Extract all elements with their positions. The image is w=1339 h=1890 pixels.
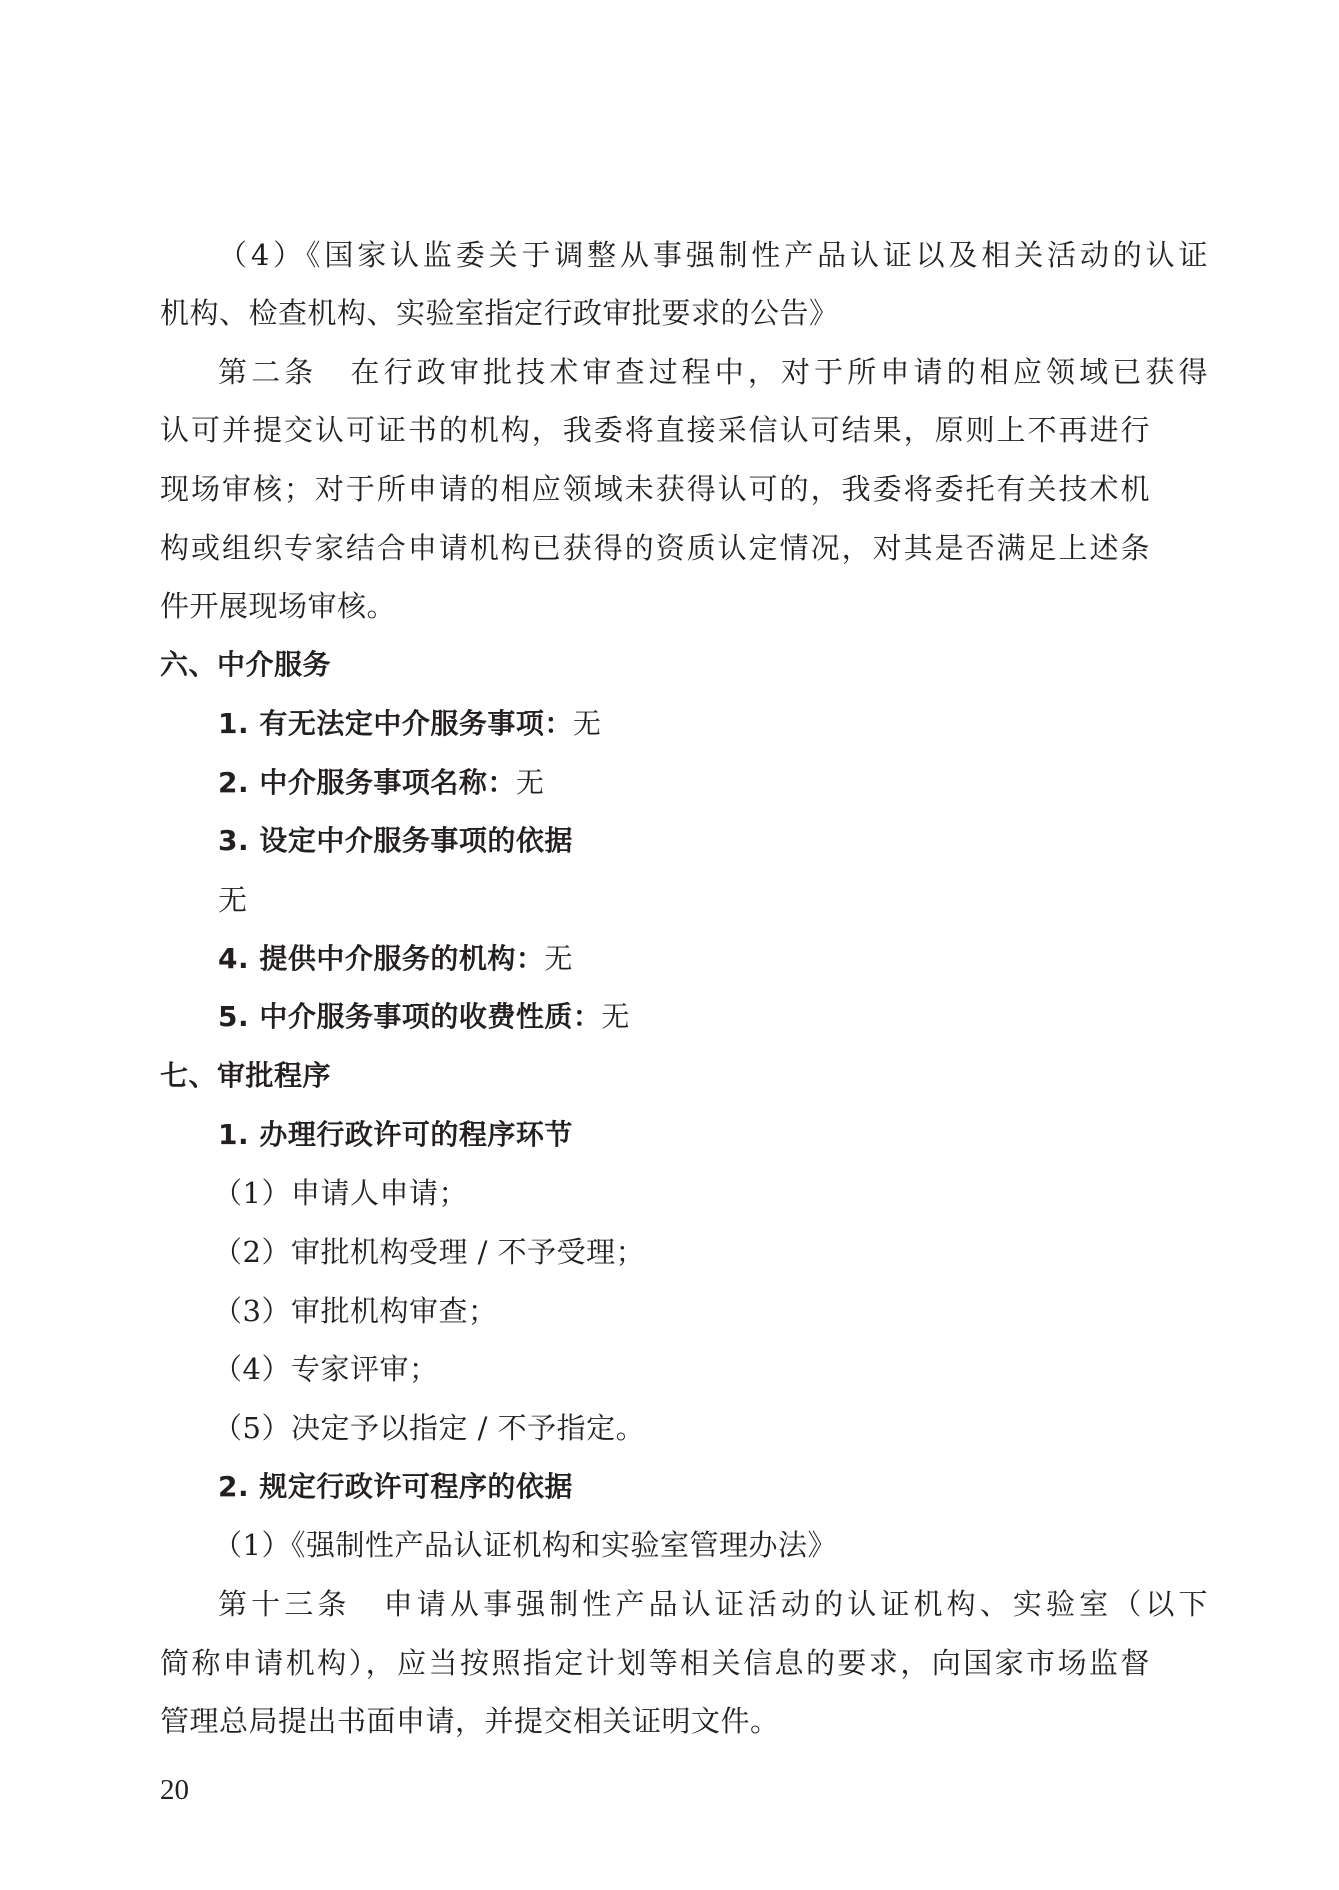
intermediary-item-4-label: 4. 提供中介服务的机构：: [218, 942, 545, 975]
intermediary-item-1-label: 1. 有无法定中介服务事项：: [218, 707, 573, 740]
article-2-line-1: 第二条 在行政审批技术审查过程中，对于所申请的相应领域已获得: [218, 355, 1208, 389]
intermediary-item-3: [218, 821, 1208, 861]
section-6-heading: 六、中介服务: [160, 648, 332, 681]
intermediary-item-4: [218, 939, 1208, 979]
procedure-basis-1-title: （1）《强制性产品认证机构和实验室管理办法》: [213, 1528, 837, 1562]
article-2-line-4: 构或组织专家结合申请机构已获得的资质认定情况，对其是否满足上述条: [160, 531, 1150, 565]
article-2-line-3: 现场审核；对于所申请的相应领域未获得认可的，我委将委托有关技术机: [160, 472, 1150, 506]
reference-4-line-2: 机构、检查机构、实验室指定行政审批要求的公告》: [160, 296, 839, 330]
intermediary-item-2-value: 无: [515, 766, 545, 799]
procedure-step-3: （3）审批机构审查；: [213, 1294, 498, 1328]
page-number: 20: [160, 1774, 189, 1806]
intermediary-item-5-value: 无: [601, 1000, 630, 1033]
section-7-heading: 七、审批程序: [160, 1059, 332, 1092]
intermediary-item-1: [218, 704, 1208, 744]
procedure-steps-heading: 1. 办理行政许可的程序环节: [218, 1118, 573, 1151]
article-13-line-1: 第十三条 申请从事强制性产品认证活动的认证机构、实验室（以下: [218, 1587, 1208, 1621]
procedure-basis-heading: 2. 规定行政许可程序的依据: [218, 1470, 573, 1503]
intermediary-item-5-label: 5. 中介服务事项的收费性质：: [218, 1000, 602, 1033]
intermediary-item-5: [218, 997, 1208, 1037]
intermediary-item-1-value: 无: [572, 707, 602, 740]
intermediary-item-3-answer-value: 无: [218, 883, 248, 917]
intermediary-item-3-answer: [218, 880, 1208, 920]
intermediary-item-3-label: 3. 设定中介服务事项的依据: [218, 824, 573, 857]
procedure-step-5: （5）决定予以指定 / 不予指定。: [213, 1411, 646, 1445]
article-13-line-2: 简称申请机构），应当按照指定计划等相关信息的要求，向国家市场监督: [160, 1646, 1150, 1680]
article-13-line-3: 管理总局提出书面申请，并提交相关证明文件。: [160, 1704, 780, 1738]
article-2-line-5: 件开展现场审核。: [160, 589, 397, 623]
procedure-step-2: （2）审批机构受理 / 不予受理；: [213, 1235, 646, 1269]
procedure-step-1: （1）申请人申请；: [213, 1176, 468, 1210]
article-2-line-2: 认可并提交认可证书的机构，我委将直接采信认可结果，原则上不再进行: [160, 413, 1150, 447]
intermediary-item-2-label: 2. 中介服务事项名称：: [218, 766, 516, 799]
intermediary-item-2: [218, 763, 1208, 803]
intermediary-item-4-value: 无: [544, 942, 573, 975]
procedure-step-4: （4）专家评审；: [213, 1352, 439, 1386]
reference-4-line-1: （4）《国家认监委关于调整从事强制性产品认证以及相关活动的认证: [218, 238, 1208, 272]
